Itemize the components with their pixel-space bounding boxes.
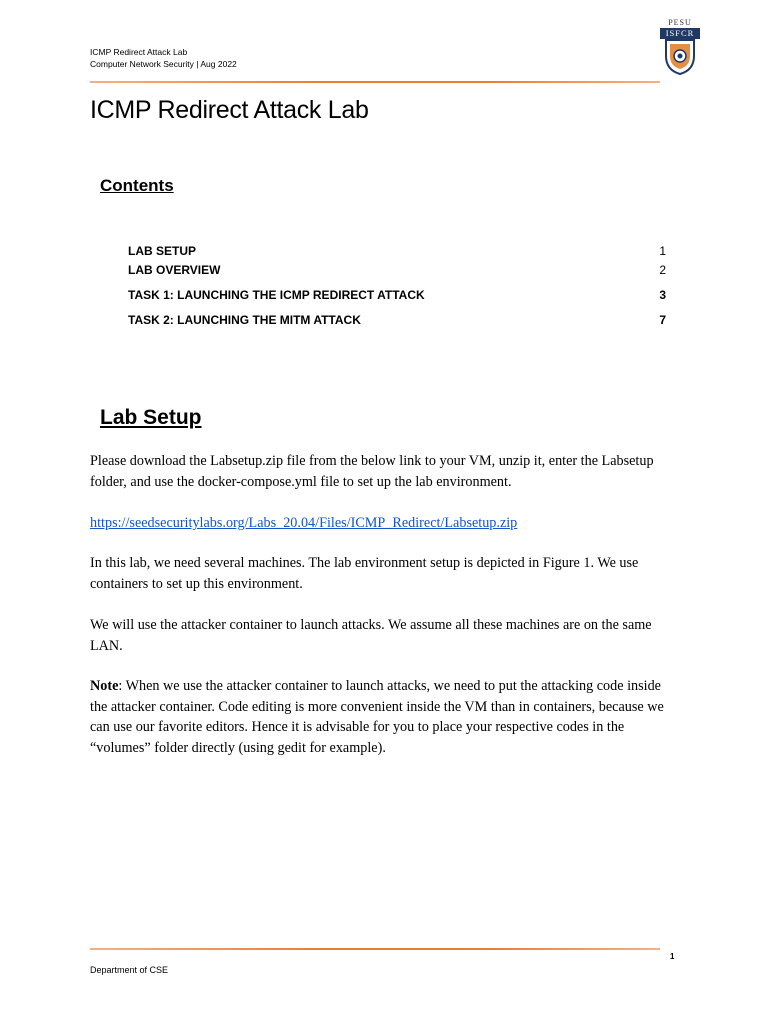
toc-entry[interactable] bbox=[128, 288, 666, 304]
labsetup-download-link[interactable]: https://seedsecuritylabs.org/Labs_20.04/Files/ICMP_Redirect/Labsetup.zip bbox=[90, 515, 518, 531]
note-label: Note bbox=[90, 678, 119, 694]
logo-box-text: ISFCR bbox=[660, 28, 700, 39]
pesu-isfcr-logo bbox=[660, 18, 700, 76]
toc-entry-label: LAB OVERVIEW bbox=[128, 263, 221, 277]
page-number: 1 bbox=[670, 952, 675, 961]
toc-entry-page: 7 bbox=[659, 313, 666, 327]
toc-entry-label: LAB SETUP bbox=[128, 244, 197, 258]
note-text: : When we use the attacker container to launch attacks, we need to put the attacking code inside the attacker container. Code editing is more convenient inside the VM than in containers, because we can use our favorite editors. Hence it is advisable for you to place your respective codes in the “volumes” folder directly (using gedit for example). bbox=[90, 678, 664, 756]
note-paragraph bbox=[90, 676, 680, 758]
toc-entry[interactable] bbox=[128, 244, 666, 260]
header-course-line: Computer Network Security | Aug 2022 bbox=[90, 59, 237, 69]
toc-entry[interactable] bbox=[128, 313, 666, 329]
footer-rule bbox=[90, 948, 660, 950]
toc-entry-page: 2 bbox=[659, 263, 666, 277]
document-title: ICMP Redirect Attack Lab bbox=[90, 96, 369, 124]
header-doc-name: ICMP Redirect Attack Lab bbox=[90, 47, 188, 57]
attacker-container-paragraph: We will use the attacker container to launch attacks. We assume all these machines are on the same LAN. bbox=[90, 617, 652, 654]
machines-paragraph: In this lab, we need several machines. The lab environment setup is depicted in Figure 1. We use containers to set up this environment. bbox=[90, 555, 639, 592]
toc-entry-page: 1 bbox=[659, 244, 666, 258]
footer-department: Department of CSE bbox=[90, 965, 169, 975]
contents-heading: Contents bbox=[100, 176, 174, 195]
lab-setup-intro-paragraph: Please download the Labsetup.zip file from the below link to your VM, unzip it, enter the Labsetup folder, and use the docker-compose.yml file to set up the lab environment. bbox=[90, 453, 654, 490]
toc-entry[interactable] bbox=[128, 263, 666, 279]
shield-icon bbox=[660, 18, 700, 76]
lab-setup-heading: Lab Setup bbox=[100, 406, 202, 429]
toc-entry-label: TASK 2: LAUNCHING THE MITM ATTACK bbox=[128, 313, 361, 327]
toc-entry-page: 3 bbox=[659, 288, 666, 302]
header-rule bbox=[90, 81, 660, 83]
toc-entry-label: TASK 1: LAUNCHING THE ICMP REDIRECT ATTACK bbox=[128, 288, 425, 302]
logo-top-text: PESU bbox=[668, 18, 692, 27]
